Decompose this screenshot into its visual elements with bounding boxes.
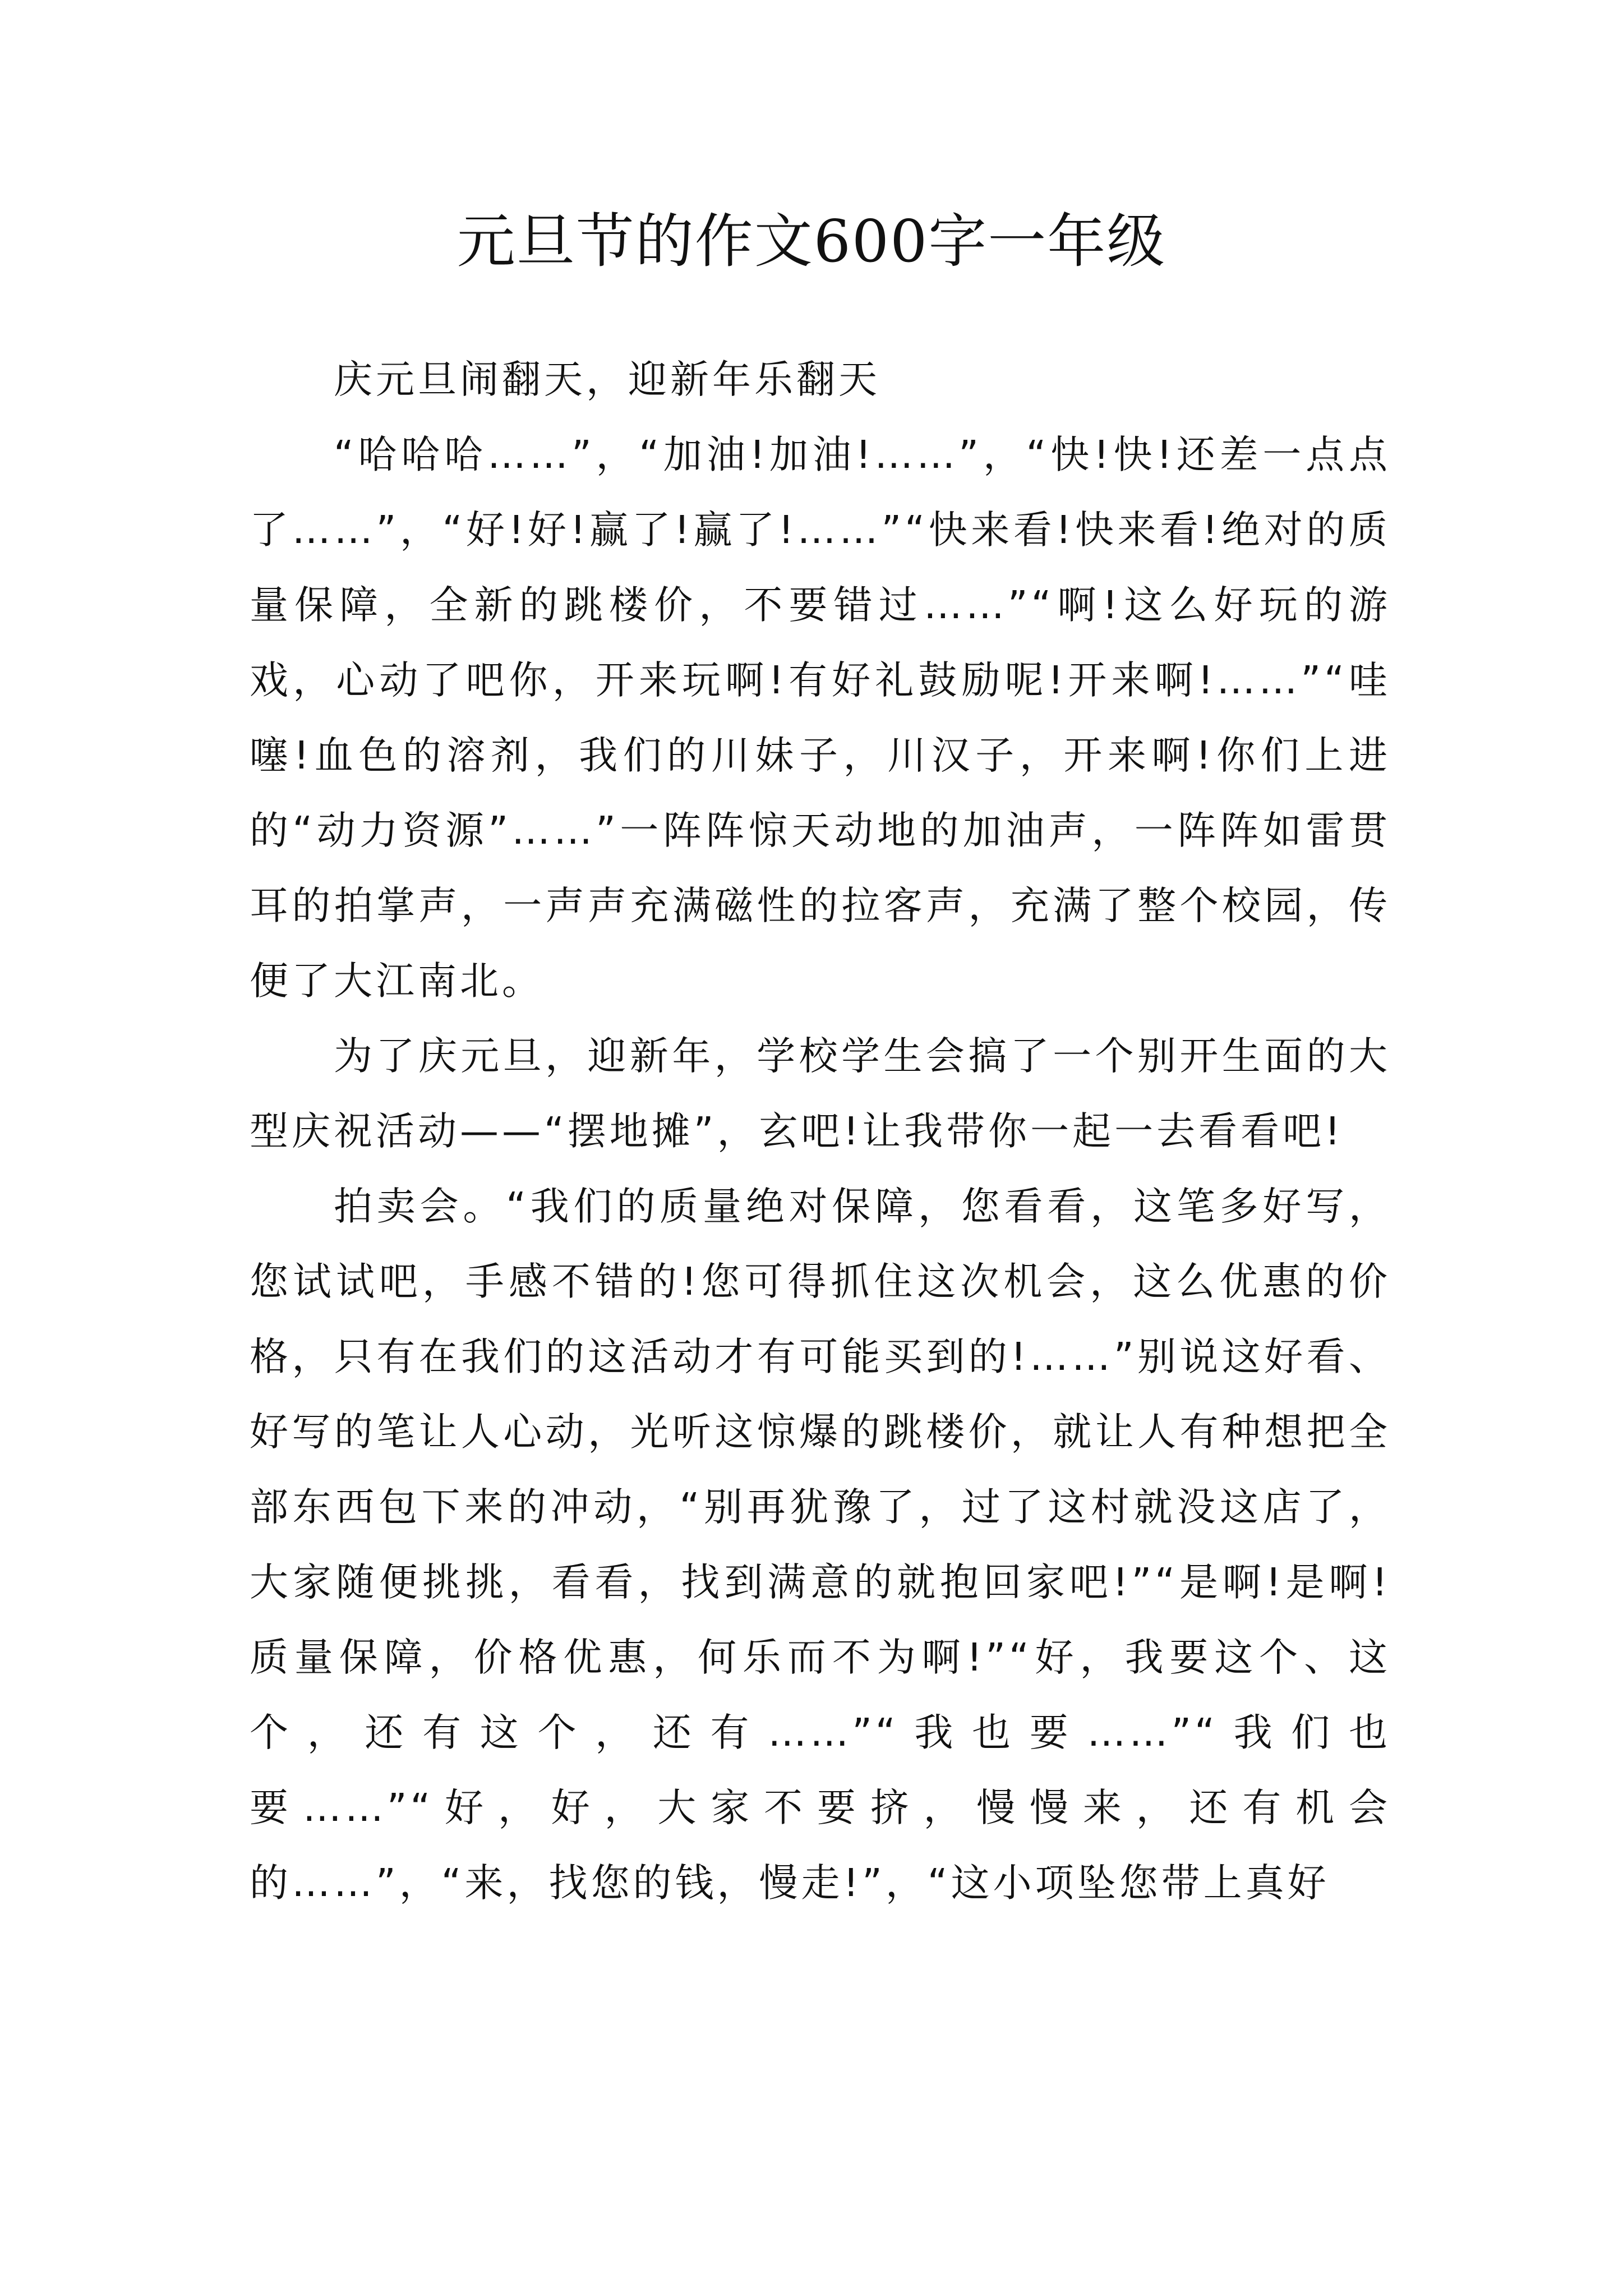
paragraph-2: “哈哈哈……”，“加油!加油!……”，“快!快!还差一点点了……”，“好!好!赢了!赢了!……”“快来看!快来看!绝对的质量保障，全新的跳楼价，不要错过……”“啊!这么好玩的游戏，心动了吧你，开来玩啊!有好礼鼓励呢!开来啊!……”“哇噻!血色的溶剂，我们的川妹子，川汉子，开来啊!你们上进的“动力资源”……”一阵阵惊天动地的加油声，一阵阵如雷贯耳的拍掌声，一声声充满磁性的拉客声，充满了整个校园，传便了大江南北。 (250, 432, 1391, 1004)
paragraph-1: 庆元旦闹翻天，迎新年乐翻天 (334, 357, 880, 402)
document-body (250, 342, 1391, 1921)
paragraph-4: 拍卖会。“我们的质量绝对保障，您看看，这笔多好写，您试试吧，手感不错的!您可得抓住这次机会，这么优惠的价格，只有在我们的这活动才有可能买到的!……”别说这好看、好写的笔让人心动，光听这惊爆的跳楼价，就让人有种想把全部东西包下来的冲动，“别再犹豫了，过了这村就没这店了，大家随便挑挑，看看，找到满意的就抱回家吧!”“是啊!是啊!质量保障，价格优惠，何乐而不为啊!”“好，我要这个、这个，还有这个，还有……”“我也要……”“我们也要……”“好，好，大家不要挤，慢慢来，还有机会的……”，“来，找您的钱，慢走!”，“这小项坠您带上真好 (250, 1184, 1391, 1906)
document-title: 元旦节的作文600字一年级 (457, 207, 1166, 275)
paragraph-3: 为了庆元旦，迎新年，学校学生会搞了一个别开生面的大型庆祝活动——“摆地摊”，玄吧!让我带你一起一去看看吧! (250, 1034, 1391, 1154)
